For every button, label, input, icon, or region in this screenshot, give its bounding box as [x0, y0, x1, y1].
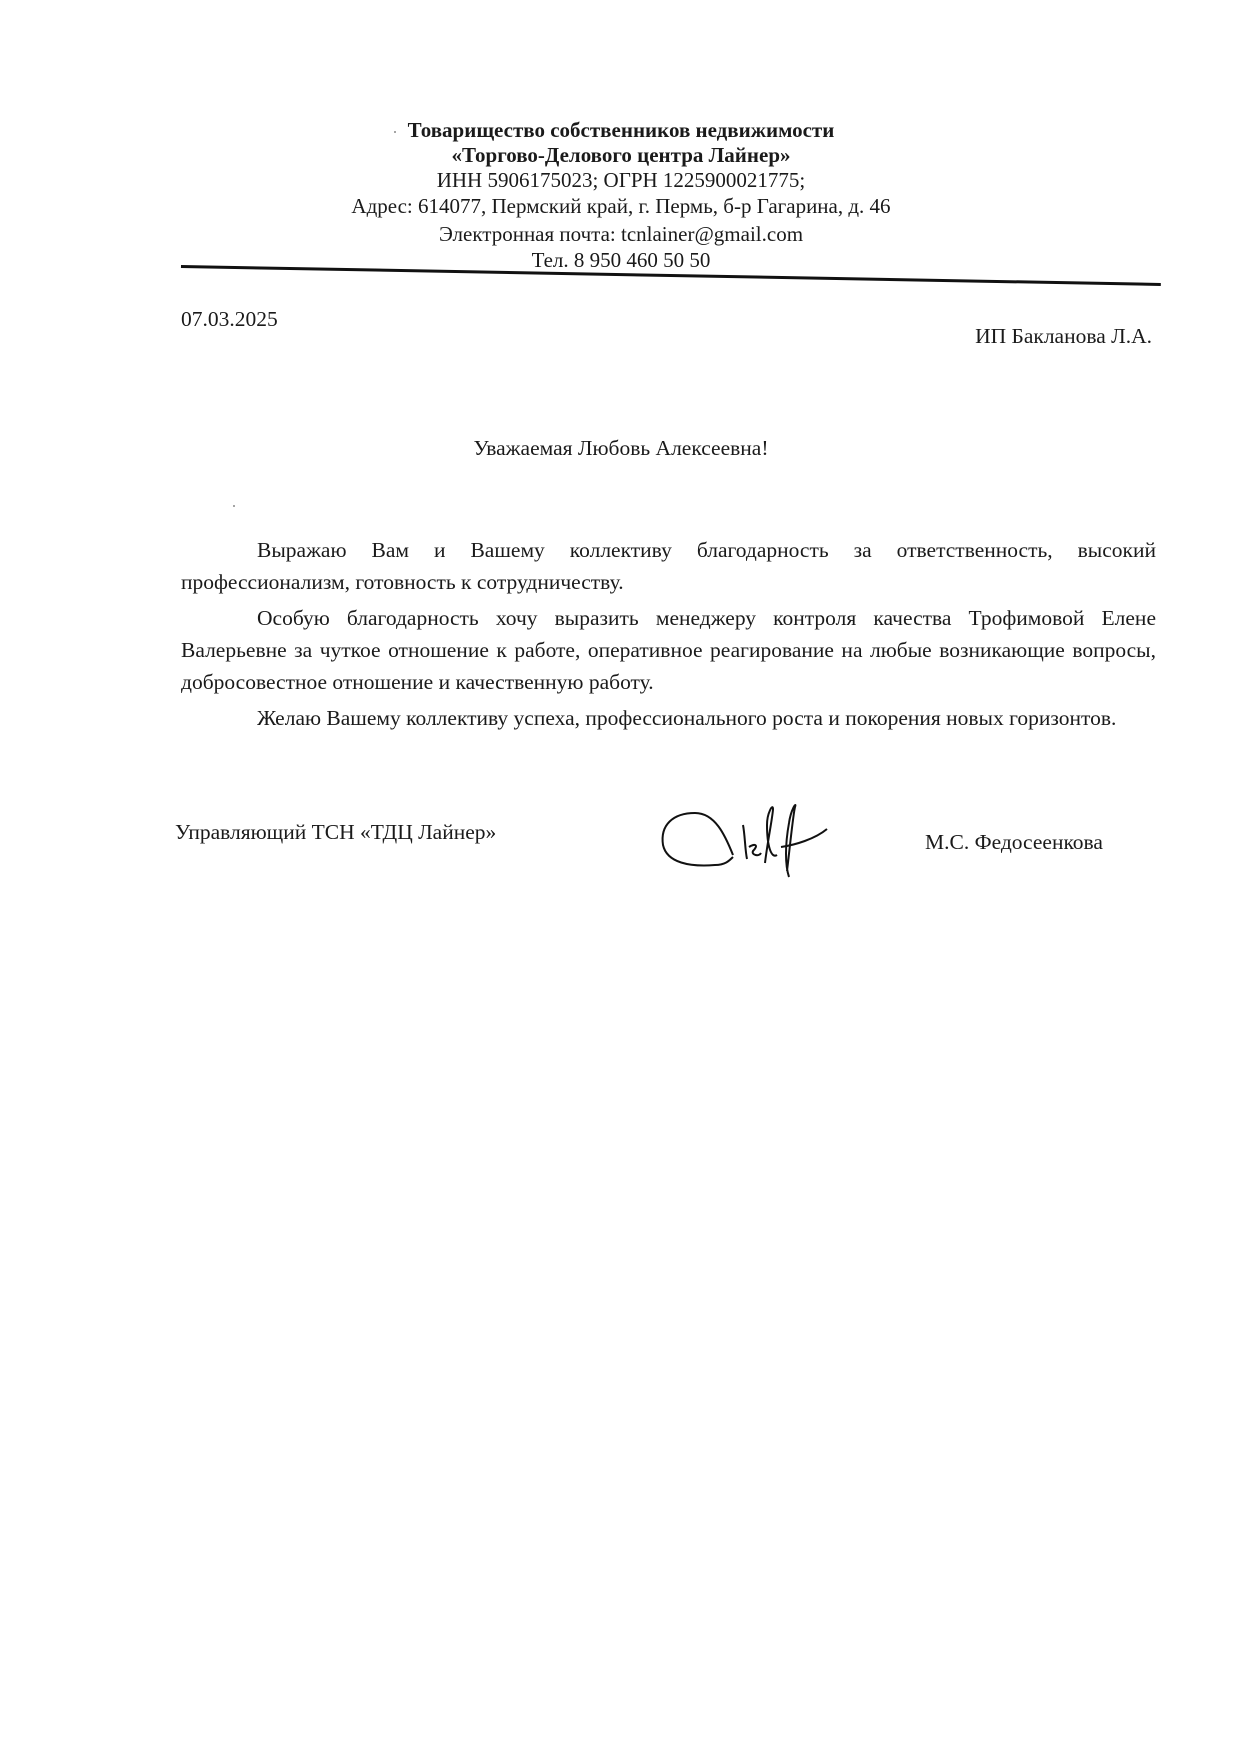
scan-speck — [233, 505, 235, 507]
org-phone: Тел. 8 950 460 50 50 — [531, 248, 711, 272]
handwritten-signature — [655, 795, 835, 885]
recipient: ИП Бакланова Л.А. — [975, 324, 1152, 348]
body-paragraph: Выражаю Вам и Вашему коллективу благодарность за ответственность, высокий профессионализм, готовность к сотрудничеству. — [181, 538, 1156, 594]
org-name-line1: Товарищество собственников недвижимости — [407, 118, 835, 142]
org-address: Адрес: 614077, Пермский край, г. Пермь, б-р Гагарина, д. 46 — [351, 194, 891, 218]
body-paragraph: Особую благодарность хочу выразить менеджеру контроля качества Трофимовой Елене Валерьевне за чуткое отношение к работе, оперативное реагирование на любые возникающие вопросы, добросовестное отношение и качественную работу. — [181, 606, 1156, 694]
org-email: Электронная почта: tcnlainer@gmail.com — [438, 222, 804, 246]
salutation: Уважаемая Любовь Алексеевна! — [473, 436, 769, 460]
signer-name: М.С. Федосеенкова — [925, 830, 1103, 854]
letter-date: 07.03.2025 — [181, 307, 278, 331]
body-paragraph: Желаю Вашему коллективу успеха, профессионального роста и покорения новых горизонтов. — [257, 706, 1117, 730]
scan-speck — [394, 131, 396, 133]
org-registration-ids: ИНН 5906175023; ОГРН 1225900021775; — [436, 168, 806, 192]
org-name-line2: «Торгово-Делового центра Лайнер» — [451, 143, 791, 167]
signer-position: Управляющий ТСН «ТДЦ Лайнер» — [175, 820, 497, 844]
